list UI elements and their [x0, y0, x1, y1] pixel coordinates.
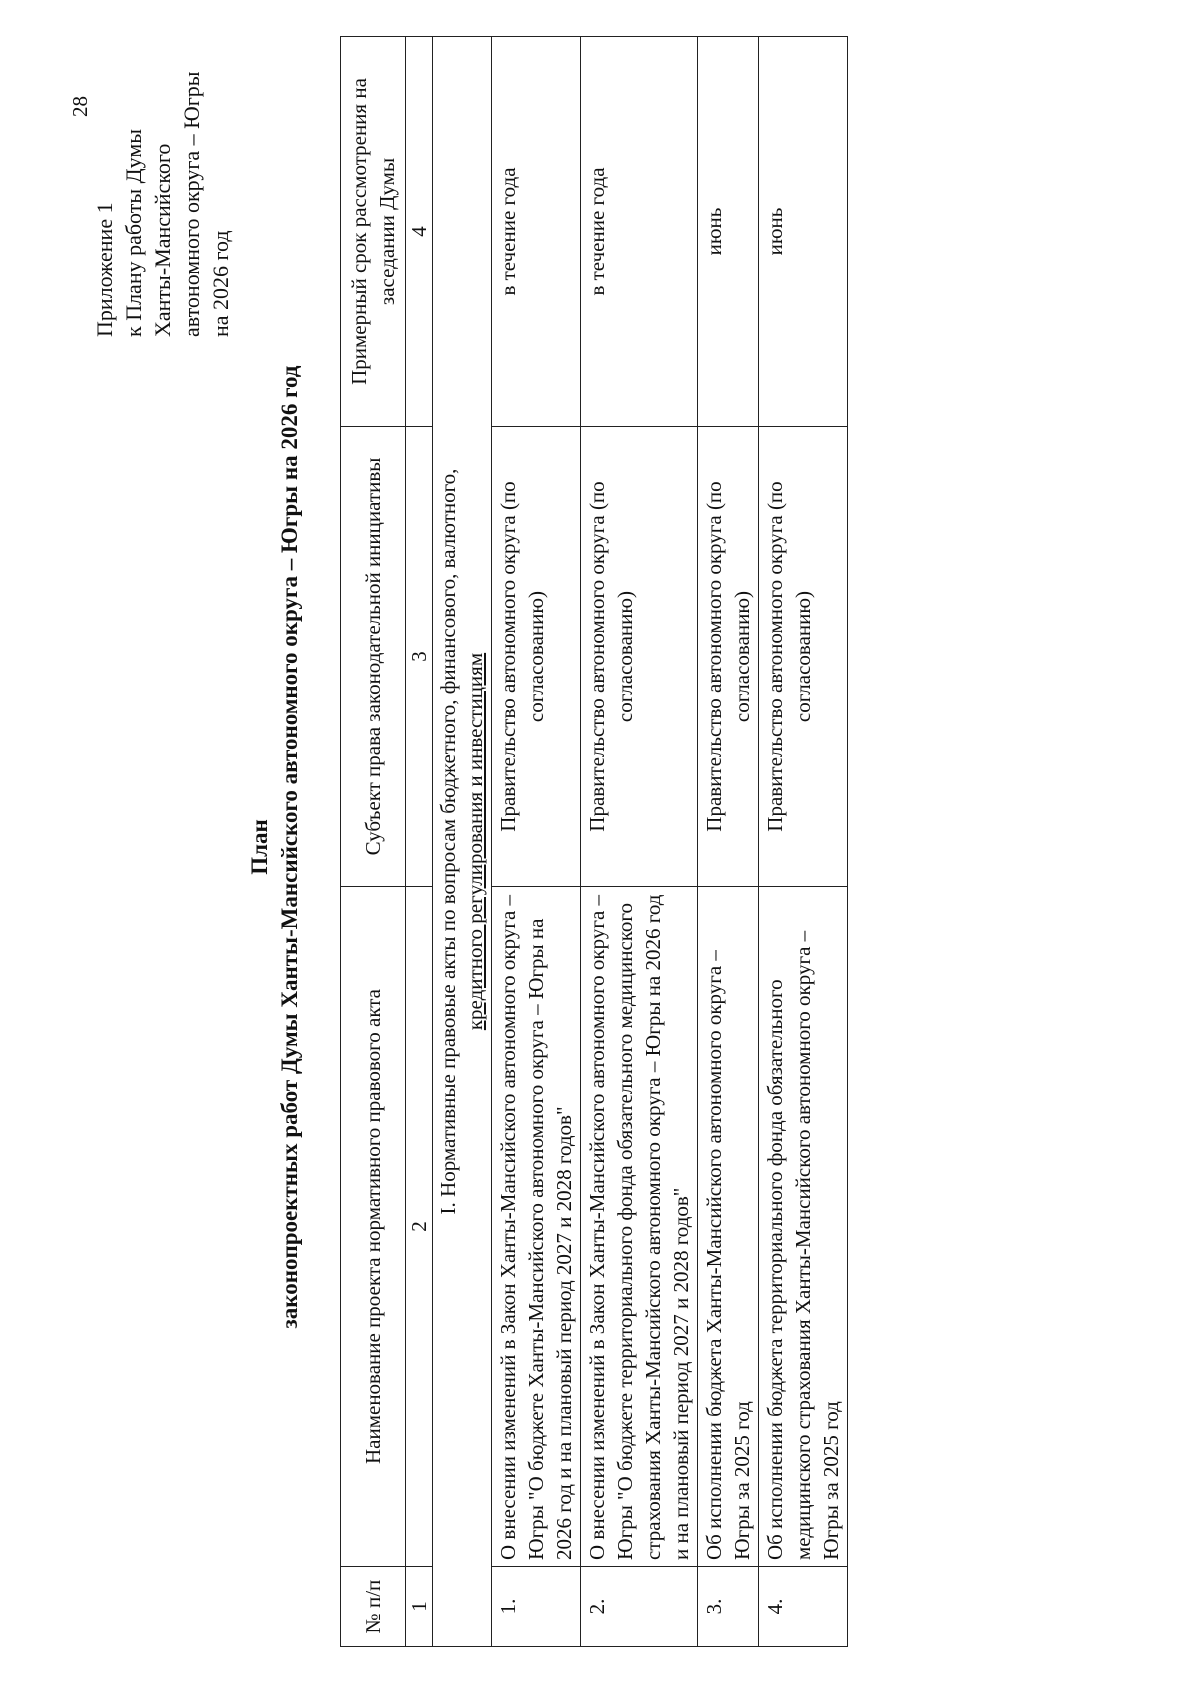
act-name: О внесении изменений в Закон Ханты-Мансийского автономного округа – Югры "О бюджете Ханты-Мансийского автономного округа – Югры на 2026 год и на плановый период 2027 и 2028 годов" [492, 887, 581, 1567]
table-row [759, 37, 848, 1647]
row-number: 3. [698, 1567, 759, 1647]
section-heading [433, 37, 492, 1647]
section-heading-line-1: I. Нормативные правовые акты по вопросам бюджетного, финансового, валютного, [436, 468, 460, 1215]
table-row [581, 37, 698, 1647]
row-number: 2. [581, 1567, 698, 1647]
act-name: Об исполнении бюджета территориального фонда обязательного медицинского страхования Ханты-Мансийского автономного округа – Югры за 2025 год [759, 887, 848, 1567]
page-number: 28 [68, 96, 92, 117]
initiative-subject: Правительство автономного округа (по согласованию) [759, 427, 848, 887]
column-number: 3 [406, 427, 433, 887]
header-initiative-subject: Субъект права законодательной инициативы [341, 427, 406, 887]
header-number: № п/п [341, 1567, 406, 1647]
column-number-row [406, 37, 433, 1647]
table-header-row [341, 37, 406, 1647]
appendix-line: автономного округа – Югры [179, 71, 204, 337]
row-number: 4. [759, 1567, 848, 1647]
header-act-name: Наименование проекта нормативного правового акта [341, 887, 406, 1567]
title-line-1: План [247, 819, 272, 875]
appendix-line: Приложение 1 [92, 202, 117, 337]
row-number: 1. [492, 1567, 581, 1647]
review-term: июнь [698, 37, 759, 427]
header-review-term: Примерный срок рассмотрения на заседании Думы [341, 37, 406, 427]
appendix-line: к Плану работы Думы [121, 128, 146, 337]
review-term: в течение года [492, 37, 581, 427]
column-number: 4 [406, 37, 433, 427]
appendix-line: Ханты-Мансийского [150, 143, 175, 337]
plan-table [340, 36, 848, 1647]
section-heading-line-2: кредитного регулирования и инвестициям [463, 652, 487, 1031]
review-term: июнь [759, 37, 848, 427]
column-number: 1 [406, 1567, 433, 1647]
title-line-2: законопроектных работ Думы Ханты-Мансийского автономного округа – Югры на 2026 год [277, 365, 302, 1329]
appendix-block [90, 71, 235, 337]
review-term: в течение года [581, 37, 698, 427]
column-number: 2 [406, 887, 433, 1567]
act-name: Об исполнении бюджета Ханты-Мансийского автономного округа – Югры за 2025 год [698, 887, 759, 1567]
initiative-subject: Правительство автономного округа (по согласованию) [492, 427, 581, 887]
act-name: О внесении изменений в Закон Ханты-Мансийского автономного округа – Югры "О бюджете территориального фонда обязательного медицинского страхования Ханты-Мансийского автономного округа – Югры на 2026 год и на плановый период 2027 и 2028 годов" [581, 887, 698, 1567]
document-title [245, 167, 305, 1527]
initiative-subject: Правительство автономного округа (по согласованию) [581, 427, 698, 887]
table-row [698, 37, 759, 1647]
initiative-subject: Правительство автономного округа (по согласованию) [698, 427, 759, 887]
section-heading-row [433, 37, 492, 1647]
appendix-line: на 2026 год [208, 230, 233, 337]
table-row [492, 37, 581, 1647]
